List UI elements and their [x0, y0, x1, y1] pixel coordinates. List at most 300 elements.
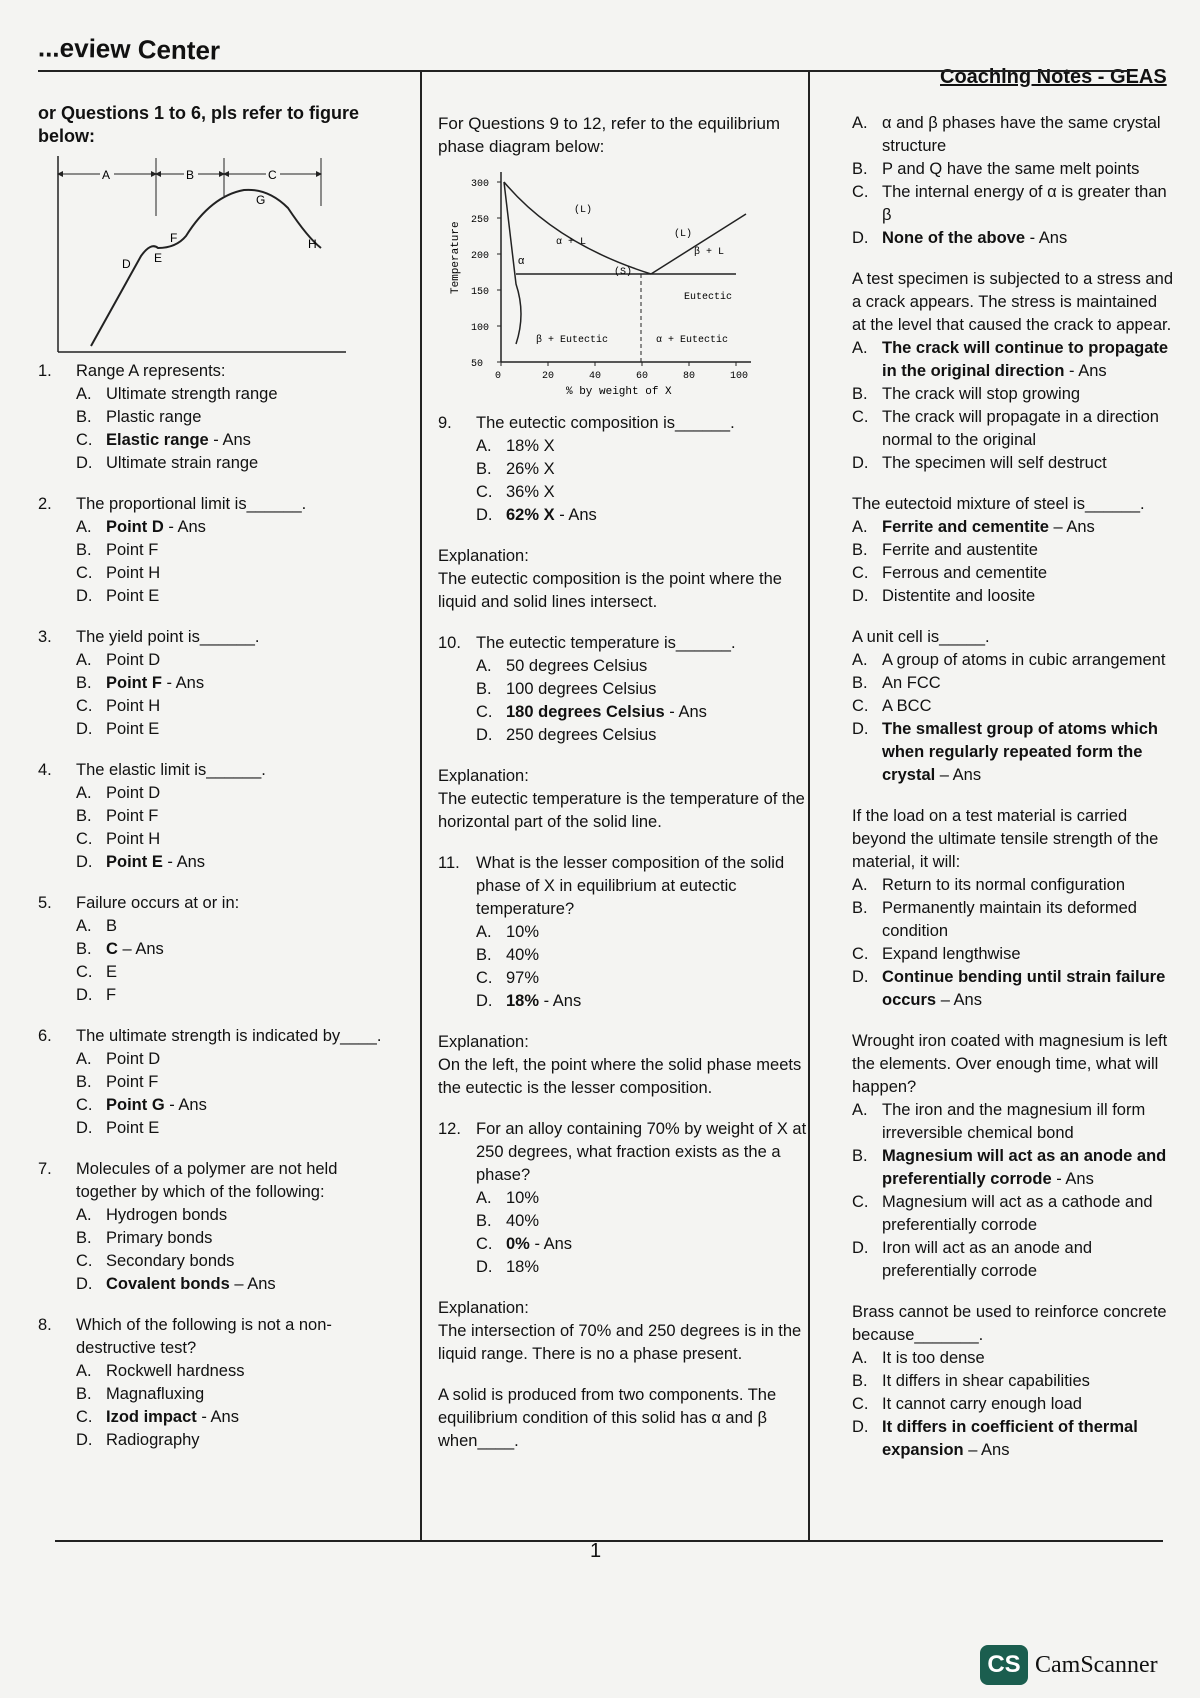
column-1	[38, 102, 398, 1470]
option-text	[882, 718, 1174, 787]
explanation-text: The eutectic composition is the point where the liquid and solid lines intersect.	[438, 570, 782, 611]
question-stem: The eutectic temperature is______.	[476, 634, 736, 652]
option-letter: B.	[76, 1073, 92, 1091]
option-letter: D.	[76, 720, 93, 738]
option-text	[882, 452, 1174, 475]
explanation-block	[438, 1031, 808, 1100]
option-letter: C.	[852, 183, 869, 201]
option-text	[106, 672, 398, 695]
answer-option	[438, 678, 808, 701]
question-stem-row	[814, 805, 1174, 874]
question-number: 12.	[438, 1120, 461, 1138]
option-text	[882, 672, 1174, 695]
option-text-value: Ultimate strength range	[106, 385, 278, 403]
header-rule	[38, 70, 1128, 72]
answer-option	[38, 1360, 398, 1383]
answer-option	[438, 655, 808, 678]
option-letter: D.	[76, 853, 93, 871]
option-letter: C.	[76, 1096, 93, 1114]
answer-option	[38, 782, 398, 805]
answer-option	[438, 1256, 808, 1279]
option-text-value: Point D	[106, 1050, 161, 1068]
option-letter: C.	[76, 1408, 93, 1426]
answer-option	[38, 1204, 398, 1227]
option-letter: C.	[76, 830, 93, 848]
fig2-label: (L)	[574, 205, 593, 216]
correct-answer-text: C	[106, 940, 118, 958]
liquidus-left	[504, 182, 651, 274]
column-divider-1	[420, 72, 422, 1542]
option-text	[106, 429, 398, 452]
option-text-value: Secondary bonds	[106, 1252, 235, 1270]
question-stem-row	[814, 1030, 1174, 1099]
option-text-value: 18% X	[506, 437, 555, 455]
option-letter: B.	[476, 680, 492, 698]
answer-option	[814, 672, 1174, 695]
option-text-value: 10%	[506, 923, 540, 941]
option-text-value: Ferrite and austentite	[882, 541, 1038, 559]
option-text-value: Plastic range	[106, 408, 202, 426]
question-stem-row	[814, 1301, 1174, 1347]
page-number: 1	[590, 1540, 602, 1562]
option-text	[506, 481, 808, 504]
option-letter: D.	[476, 1258, 493, 1276]
answer-option	[814, 718, 1174, 787]
answer-option	[438, 701, 808, 724]
option-text-value: Point D	[106, 651, 161, 669]
option-text	[506, 1256, 808, 1279]
fig2-label: (S)	[614, 267, 633, 278]
option-letter: A.	[476, 1189, 492, 1207]
fig2-xtick-label: 0	[495, 371, 502, 382]
question-stem-row	[38, 1025, 398, 1048]
fig2-ytick-label: 300	[471, 179, 490, 190]
option-letter: B.	[476, 946, 492, 964]
option-letter: D.	[852, 454, 869, 472]
question-number: 3.	[38, 628, 52, 646]
question-block	[38, 1158, 398, 1296]
option-text	[106, 1048, 398, 1071]
option-letter: B.	[76, 1229, 92, 1247]
option-text-value: The crack will stop growing	[882, 385, 1081, 403]
option-text	[506, 458, 808, 481]
answer-option	[38, 672, 398, 695]
option-letter: B.	[76, 940, 92, 958]
answer-option	[814, 649, 1174, 672]
stress-strain-figure	[46, 156, 356, 356]
option-letter: C.	[76, 1252, 93, 1270]
option-text	[506, 1233, 808, 1256]
question-stem: A unit cell is_____.	[852, 628, 990, 646]
question-number: 5.	[38, 894, 52, 912]
answer-option	[438, 944, 808, 967]
correct-answer-text: 62% X	[506, 506, 555, 524]
correct-answer-text: Covalent bonds	[106, 1275, 230, 1293]
answer-option	[814, 406, 1174, 452]
question-block	[814, 268, 1174, 475]
option-letter: A.	[852, 114, 868, 132]
question-number: 9.	[438, 414, 452, 432]
answer-option	[814, 897, 1174, 943]
option-letter: C.	[76, 431, 93, 449]
option-text	[506, 504, 808, 527]
option-text-value: It differs in shear capabilities	[882, 1372, 1090, 1390]
option-text-value: Point D	[106, 784, 161, 802]
option-text-value: 10%	[506, 1189, 540, 1207]
question-stem-row	[438, 1118, 808, 1187]
option-text	[106, 851, 398, 874]
fig2-ytick-label: 150	[471, 287, 490, 298]
column-divider-2	[808, 72, 810, 1542]
question-block	[38, 759, 398, 874]
option-letter: B.	[852, 899, 868, 917]
option-text	[882, 1099, 1174, 1145]
review-center-title: ...eview Center	[37, 32, 221, 66]
option-text	[882, 406, 1174, 452]
option-text	[882, 1393, 1174, 1416]
option-letter: B.	[852, 160, 868, 178]
fig2-label: α + L	[556, 237, 587, 248]
camscanner-label: CamScanner	[1035, 1652, 1158, 1678]
option-text	[506, 678, 808, 701]
question-number	[814, 805, 852, 874]
option-text-value: Hydrogen bonds	[106, 1206, 228, 1224]
coaching-notes-title: Coaching Notes - GEAS	[940, 66, 1167, 88]
option-letter: C.	[852, 697, 869, 715]
option-letter: C.	[476, 1235, 493, 1253]
option-text	[882, 112, 1174, 158]
option-text	[106, 406, 398, 429]
option-text	[106, 695, 398, 718]
question-stem-row	[38, 759, 398, 782]
fig1-range-label: A	[102, 168, 111, 182]
option-text-value: 50 degrees Celsius	[506, 657, 648, 675]
question-stem: A test specimen is subjected to a stress and a crack appears. The stress is maintained at the level that caused the crack to appear.	[852, 270, 1174, 334]
correct-answer-text: Magnesium will act as an anode and preferentially corrode	[882, 1147, 1167, 1188]
answer-marker: – Ans	[1048, 518, 1095, 536]
correct-answer-text: 18%	[506, 992, 540, 1010]
answer-marker: - Ans	[554, 506, 597, 524]
fig2-ytick-label: 50	[471, 359, 484, 370]
option-text-value: A group of atoms in cubic arrangement	[882, 651, 1166, 669]
page-header	[0, 0, 1200, 88]
option-text	[106, 938, 398, 961]
question-stem: The proportional limit is______.	[76, 495, 307, 513]
option-text	[106, 562, 398, 585]
answer-option	[38, 915, 398, 938]
option-letter: B.	[476, 1212, 492, 1230]
question-stem: The eutectic composition is______.	[476, 414, 735, 432]
question-stem-row	[38, 360, 398, 383]
option-text	[106, 1360, 398, 1383]
option-text-value: Point E	[106, 720, 160, 738]
answer-option	[814, 158, 1174, 181]
option-letter: A.	[852, 651, 868, 669]
option-text-value: Primary bonds	[106, 1229, 213, 1247]
answer-option	[814, 383, 1174, 406]
option-letter: B.	[852, 541, 868, 559]
phase-diagram-figure	[446, 164, 766, 404]
option-text	[882, 1237, 1174, 1283]
option-text	[106, 1429, 398, 1452]
answer-option	[38, 695, 398, 718]
question-block	[814, 1301, 1174, 1462]
col1-intro: or Questions 1 to 6, pls refer to figure below:	[38, 103, 360, 146]
answer-marker: - Ans	[664, 703, 707, 721]
question-number: 10.	[438, 634, 461, 652]
answer-option	[38, 828, 398, 851]
answer-option	[814, 695, 1174, 718]
explanation-text: The eutectic temperature is the temperature of the horizontal part of the solid line.	[438, 790, 805, 831]
option-text	[106, 539, 398, 562]
question-block	[814, 112, 1174, 250]
question-stem: What is the lesser composition of the solid phase of X in equilibrium at eutectic temperature?	[476, 854, 785, 918]
answer-option	[38, 1273, 398, 1296]
option-text-value: α and β phases have the same crystal structure	[882, 114, 1161, 155]
answer-option	[438, 724, 808, 747]
option-text-value: It is too dense	[882, 1349, 985, 1367]
answer-option	[814, 452, 1174, 475]
question-block	[38, 1025, 398, 1140]
option-text	[106, 1250, 398, 1273]
option-text-value: Return to its normal configuration	[882, 876, 1126, 894]
correct-answer-text: None of the above	[882, 229, 1026, 247]
option-text	[106, 516, 398, 539]
fig2-label: α	[518, 255, 525, 267]
answer-option	[38, 406, 398, 429]
answer-marker: - Ans	[1051, 1170, 1094, 1188]
option-text-value: Point H	[106, 564, 161, 582]
option-text	[882, 539, 1174, 562]
explanation-block	[438, 765, 808, 834]
option-letter: D.	[76, 587, 93, 605]
question-block	[38, 892, 398, 1007]
correct-answer-text: 0%	[506, 1235, 530, 1253]
explanation-block	[438, 545, 808, 614]
option-text-value: 40%	[506, 946, 540, 964]
option-text-value: 250 degrees Celsius	[506, 726, 657, 744]
option-text-value: The crack will propagate in a direction normal to the original	[882, 408, 1159, 449]
question-block	[438, 632, 808, 747]
footer-rule	[55, 1540, 1163, 1542]
fig2-label: (L)	[674, 229, 693, 240]
option-letter: A.	[852, 1349, 868, 1367]
option-letter: B.	[76, 674, 92, 692]
option-letter: A.	[76, 518, 92, 536]
question-block	[438, 412, 808, 527]
explanation-heading: Explanation:	[438, 547, 529, 565]
answer-option	[38, 984, 398, 1007]
option-text-value: The specimen will self destruct	[882, 454, 1107, 472]
option-text-value: Magnesium will act as a cathode and preferentially corrode	[882, 1193, 1153, 1234]
option-letter: C.	[852, 564, 869, 582]
answer-option	[438, 458, 808, 481]
question-stem: For an alloy containing 70% by weight of X at 250 degrees, what fraction exists as the a phase?	[476, 1120, 807, 1184]
answer-option	[814, 1191, 1174, 1237]
answer-option	[814, 966, 1174, 1012]
option-letter: A.	[476, 437, 492, 455]
option-text	[106, 782, 398, 805]
option-text-value: 100 degrees Celsius	[506, 680, 657, 698]
answer-option	[814, 1370, 1174, 1393]
explanation-heading: Explanation:	[438, 1299, 529, 1317]
option-text	[882, 943, 1174, 966]
option-letter: A.	[76, 784, 92, 802]
option-text	[882, 695, 1174, 718]
option-text-value: Point F	[106, 1073, 159, 1091]
option-letter: A.	[476, 657, 492, 675]
answer-marker: - Ans	[163, 518, 206, 536]
option-text-value: An FCC	[882, 674, 941, 692]
option-letter: C.	[76, 564, 93, 582]
option-text	[882, 1191, 1174, 1237]
answer-option	[38, 585, 398, 608]
option-letter: A.	[476, 923, 492, 941]
col2-item-list	[438, 412, 808, 1453]
answer-option	[814, 516, 1174, 539]
option-text-value: The internal energy of α is greater than β	[882, 183, 1167, 224]
col3-item-list	[814, 112, 1174, 1462]
answer-marker: – Ans	[936, 991, 982, 1009]
fig2-ytick-label: 200	[471, 251, 490, 262]
option-text	[882, 516, 1174, 539]
fig2-label: α + Eutectic	[656, 335, 729, 346]
option-text	[882, 1416, 1174, 1462]
option-text	[106, 915, 398, 938]
option-letter: D.	[476, 506, 493, 524]
option-text	[106, 1094, 398, 1117]
explanation-text: On the left, the point where the solid phase meets the eutectic is the lesser composition.	[438, 1056, 802, 1097]
answer-option	[438, 967, 808, 990]
question-stem-row	[38, 626, 398, 649]
option-text-value: E	[106, 963, 118, 981]
option-text	[882, 897, 1174, 943]
liquidus-right	[651, 214, 746, 274]
answer-option	[814, 1145, 1174, 1191]
question-stem-row	[38, 1158, 398, 1204]
question-stem: Brass cannot be used to reinforce concrete because_______.	[852, 1303, 1167, 1344]
option-text-value: Ultimate strain range	[106, 454, 259, 472]
option-text	[882, 181, 1174, 227]
option-letter: A.	[76, 385, 92, 403]
answer-option	[438, 1210, 808, 1233]
question-stem: Which of the following is not a non-destructive test?	[76, 1316, 332, 1357]
explanation-text: The intersection of 70% and 250 degrees is in the liquid range. There is no a phase present.	[438, 1322, 802, 1363]
fig1-point-label: H	[308, 237, 317, 251]
answer-option	[38, 1071, 398, 1094]
question-stem: Wrought iron coated with magnesium is left the elements. Over enough time, what will happen?	[852, 1032, 1168, 1096]
option-letter: A.	[852, 339, 868, 357]
option-text-value: 18%	[506, 1258, 540, 1276]
option-text-value: 40%	[506, 1212, 540, 1230]
option-text	[882, 585, 1174, 608]
explanation-block	[438, 1297, 808, 1366]
option-text	[106, 961, 398, 984]
answer-option	[438, 1233, 808, 1256]
option-letter: A.	[852, 876, 868, 894]
option-text	[106, 383, 398, 406]
answer-option	[38, 562, 398, 585]
fig1-point-label: F	[170, 231, 178, 245]
correct-answer-text: Izod impact	[106, 1408, 197, 1426]
question-stem: Failure occurs at or in:	[76, 894, 240, 912]
answer-option	[38, 539, 398, 562]
option-text	[882, 649, 1174, 672]
option-text-value: Radiography	[106, 1431, 200, 1449]
option-text	[106, 1117, 398, 1140]
question-block	[814, 493, 1174, 608]
question-number	[814, 626, 852, 649]
answer-marker: - Ans	[164, 1096, 207, 1114]
option-text	[882, 158, 1174, 181]
fig2-xlabel: % by weight of X	[566, 386, 672, 398]
answer-option	[814, 1393, 1174, 1416]
fig2-xtick-label: 100	[730, 371, 749, 382]
fig1-range-label: C	[268, 168, 277, 182]
option-text	[506, 944, 808, 967]
answer-marker: - Ans	[1025, 229, 1068, 247]
option-letter: D.	[852, 1418, 869, 1436]
fig2-ytick-label: 100	[471, 323, 490, 334]
answer-marker: – Ans	[935, 766, 982, 784]
answer-marker: – Ans	[963, 1441, 1010, 1459]
question-number	[814, 1301, 852, 1347]
question-stem: The eutectoid mixture of steel is______.	[852, 495, 1145, 513]
fig2-ylabel: Temperature	[450, 221, 462, 294]
option-text	[106, 984, 398, 1007]
answer-option	[814, 1416, 1174, 1462]
option-text	[106, 828, 398, 851]
option-letter: C.	[852, 408, 869, 426]
answer-option	[814, 562, 1174, 585]
option-text-value: Iron will act as an anode and preferentially corrode	[882, 1239, 1093, 1280]
option-letter: D.	[852, 1239, 869, 1257]
option-text	[882, 562, 1174, 585]
fig1-point-label: G	[256, 193, 266, 207]
option-text	[106, 805, 398, 828]
answer-marker: - Ans	[1064, 362, 1107, 380]
option-text	[106, 585, 398, 608]
answer-marker: – Ans	[229, 1275, 276, 1293]
option-text-value: 36% X	[506, 483, 555, 501]
question-stem: Molecules of a polymer are not held together by which of the following:	[76, 1160, 338, 1201]
question-stem-row	[438, 632, 808, 655]
correct-answer-text: Point D	[106, 518, 164, 536]
question-stem: The yield point is______.	[76, 628, 260, 646]
answer-option	[38, 1250, 398, 1273]
option-letter: C.	[76, 697, 93, 715]
question-block	[438, 852, 808, 1013]
question-number: 1.	[38, 362, 52, 380]
question-stem-row	[38, 892, 398, 915]
answer-option	[438, 990, 808, 1013]
answer-marker: - Ans	[539, 992, 582, 1010]
answer-marker: - Ans	[529, 1235, 573, 1253]
fig2-label: β + Eutectic	[536, 335, 609, 346]
answer-option	[814, 539, 1174, 562]
option-text-value: A BCC	[882, 697, 932, 715]
correct-answer-text: Point E	[106, 853, 163, 871]
option-text-value: Point E	[106, 587, 160, 605]
option-text-value: Ferrous and cementite	[882, 564, 1048, 582]
option-letter: A.	[76, 1050, 92, 1068]
option-text	[106, 1071, 398, 1094]
fig2-xtick-label: 60	[636, 371, 649, 382]
option-letter: B.	[852, 1147, 868, 1165]
option-letter: A.	[852, 518, 868, 536]
question-stem-row	[38, 493, 398, 516]
answer-option	[814, 1099, 1174, 1145]
